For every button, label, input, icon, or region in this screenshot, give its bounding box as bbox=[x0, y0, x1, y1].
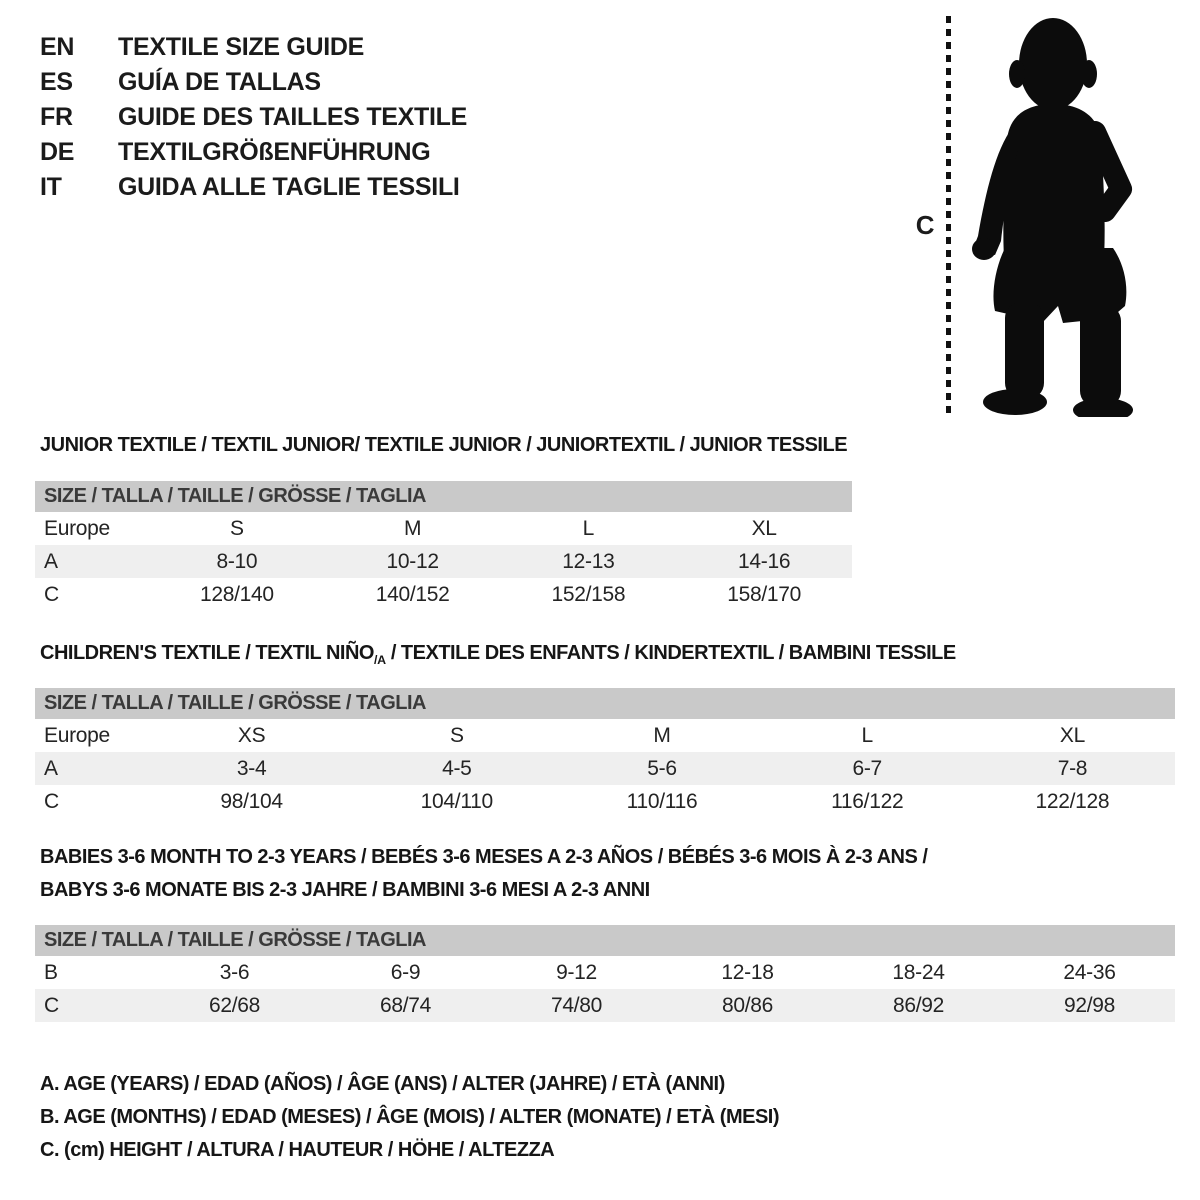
baby-silhouette-icon bbox=[963, 12, 1145, 417]
language-row-en bbox=[40, 30, 467, 65]
size-table-header: SIZE / TALLA / TAILLE / GRÖSSE / TAGLIA bbox=[35, 481, 852, 512]
row-label: A bbox=[44, 549, 58, 573]
row-label: C bbox=[44, 582, 59, 606]
language-code: IT bbox=[40, 173, 62, 201]
row-label: C bbox=[44, 993, 59, 1017]
row-label: Europe bbox=[44, 723, 110, 747]
legend-line-c: C. (cm) HEIGHT / ALTURA / HAUTEUR / HÖHE / ALTEZZA bbox=[40, 1139, 555, 1161]
table-cell: 140/152 bbox=[375, 582, 450, 606]
table-cell: 18-24 bbox=[892, 960, 945, 984]
table-cell: 152/158 bbox=[551, 582, 626, 606]
language-code: ES bbox=[40, 68, 73, 96]
babies-title-line1: BABIES 3-6 MONTH TO 2-3 YEARS / BEBÉS 3-6 MESES A 2-3 AÑOS / BÉBÉS 3-6 MOIS À 2-3 ANS / bbox=[40, 846, 928, 868]
table-cell: 14-16 bbox=[738, 549, 791, 573]
junior-section-title: JUNIOR TEXTILE / TEXTIL JUNIOR/ TEXTILE JUNIOR / JUNIORTEXTIL / JUNIOR TESSILE bbox=[40, 434, 848, 456]
table-cell: 10-12 bbox=[386, 549, 439, 573]
table-cell: XL bbox=[751, 516, 777, 540]
table-cell: L bbox=[861, 723, 873, 747]
height-measure-line bbox=[946, 16, 951, 416]
table-cell: 92/98 bbox=[1063, 993, 1116, 1017]
table-cell: XS bbox=[237, 723, 266, 747]
table-row bbox=[35, 545, 852, 578]
table-cell: 5-6 bbox=[647, 756, 677, 780]
legend bbox=[40, 1068, 779, 1167]
children-title-prefix: CHILDREN'S TEXTILE / TEXTIL NIÑO bbox=[40, 642, 374, 664]
table-row bbox=[35, 752, 1175, 785]
guide-title-de: TEXTILGRÖßENFÜHRUNG bbox=[118, 138, 431, 166]
table-cell: 3-6 bbox=[219, 960, 250, 984]
table-cell: 116/122 bbox=[831, 789, 904, 813]
table-cell: XL bbox=[1059, 723, 1085, 747]
row-label: Europe bbox=[44, 516, 110, 540]
junior-size-table bbox=[35, 481, 852, 611]
table-cell: M bbox=[653, 723, 671, 747]
table-row bbox=[35, 512, 852, 545]
table-cell: 74/80 bbox=[550, 993, 603, 1017]
guide-title-fr: GUIDE DES TAILLES TEXTILE bbox=[118, 103, 468, 131]
children-size-table bbox=[35, 688, 1175, 818]
table-row bbox=[35, 578, 852, 611]
legend-line-a: A. AGE (YEARS) / EDAD (AÑOS) / ÂGE (ANS) / ALTER (JAHRE) / ETÀ (ANNI) bbox=[40, 1073, 725, 1095]
language-code: DE bbox=[40, 138, 75, 166]
language-row-es bbox=[40, 65, 467, 100]
language-row-de bbox=[40, 135, 467, 170]
row-label: B bbox=[44, 960, 58, 984]
table-cell: 12-13 bbox=[562, 549, 615, 573]
table-cell: 122/128 bbox=[1035, 789, 1110, 813]
language-code: FR bbox=[40, 103, 73, 131]
table-cell: S bbox=[449, 723, 464, 747]
table-cell: 24-36 bbox=[1063, 960, 1116, 984]
guide-title-en: TEXTILE SIZE GUIDE bbox=[118, 33, 365, 61]
table-cell: 6-7 bbox=[852, 756, 882, 780]
table-row bbox=[35, 956, 1175, 989]
table-cell: 62/68 bbox=[208, 993, 261, 1017]
table-cell: 12-18 bbox=[721, 960, 774, 984]
table-cell: 3-4 bbox=[236, 756, 267, 780]
table-cell: 6-9 bbox=[390, 960, 421, 984]
table-cell: 8-10 bbox=[216, 549, 258, 573]
guide-title-es: GUÍA DE TALLAS bbox=[118, 68, 321, 96]
guide-title-it: GUIDA ALLE TAGLIE TESSILI bbox=[118, 173, 460, 201]
legend-line-b: B. AGE (MONTHS) / EDAD (MESES) / ÂGE (MOIS) / ALTER (MONATE) / ETÀ (MESI) bbox=[40, 1106, 780, 1128]
table-cell: S bbox=[230, 516, 244, 540]
table-cell: 80/86 bbox=[721, 993, 774, 1017]
table-cell: 158/170 bbox=[727, 582, 802, 606]
table-cell: 98/104 bbox=[220, 789, 283, 813]
table-cell: 9-12 bbox=[556, 960, 597, 984]
row-label: C bbox=[44, 789, 59, 813]
children-title-sub: /A bbox=[373, 653, 386, 667]
table-cell: 4-5 bbox=[442, 756, 472, 780]
table-cell: 68/74 bbox=[379, 993, 432, 1017]
language-code: EN bbox=[40, 33, 75, 61]
table-cell: M bbox=[404, 516, 422, 540]
height-measure-label: C bbox=[915, 210, 935, 240]
language-title-list bbox=[40, 30, 467, 205]
table-cell: 110/116 bbox=[626, 789, 698, 813]
size-table-header: SIZE / TALLA / TAILLE / GRÖSSE / TAGLIA bbox=[35, 688, 1175, 719]
table-row bbox=[35, 785, 1175, 818]
babies-section-title bbox=[40, 841, 927, 907]
babies-title-line2: BABYS 3-6 MONATE BIS 2-3 JAHRE / BAMBINI 3-6 MESI A 2-3 ANNI bbox=[40, 879, 650, 901]
children-section-title bbox=[40, 642, 956, 667]
table-row bbox=[35, 989, 1175, 1022]
size-table-header: SIZE / TALLA / TAILLE / GRÖSSE / TAGLIA bbox=[35, 925, 1175, 956]
table-cell: L bbox=[582, 516, 595, 540]
babies-size-table bbox=[35, 925, 1175, 1022]
language-row-fr bbox=[40, 100, 467, 135]
table-cell: 7-8 bbox=[1057, 756, 1088, 780]
row-label: A bbox=[44, 756, 58, 780]
table-cell: 86/92 bbox=[892, 993, 945, 1017]
table-row bbox=[35, 719, 1175, 752]
table-cell: 128/140 bbox=[199, 582, 274, 606]
language-row-it bbox=[40, 170, 467, 205]
table-cell: 104/110 bbox=[420, 789, 493, 813]
children-title-suffix: / TEXTILE DES ENFANTS / KINDERTEXTIL / BAMBINI TESSILE bbox=[385, 642, 956, 664]
